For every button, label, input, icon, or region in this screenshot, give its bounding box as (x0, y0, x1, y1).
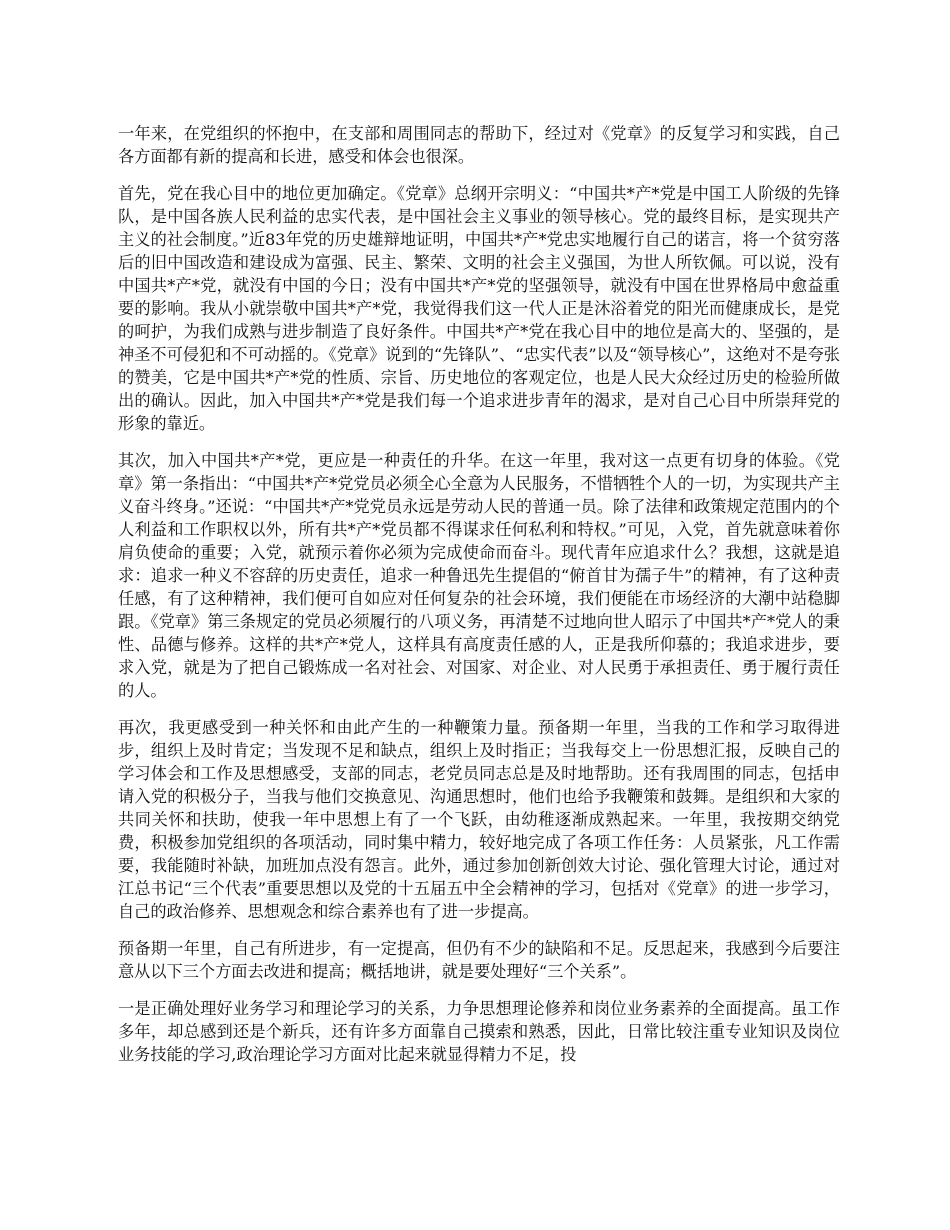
document-body (118, 122, 840, 1080)
paragraph-reflection: 预备期一年里，自己有所进步，有一定提高，但仍有不少的缺陷和不足。反思起来，我感到今后要注意从以下三个方面去改进和提高；概括地讲，就是要处理好“三个关系”。 (118, 939, 840, 981)
paragraph-second-point: 其次，加入中国共*产*党，更应是一种责任的升华。在这一年里，我对这一点更有切身的体验。《党章》第一条指出：“中国共*产*党党员必须全心全意为人民服务，不惜牺牲个人的一切，为实现共产主义奋斗终身。”还说：“中国共*产*党党员永远是劳动人民的普通一员。除了法律和政策规定范围内的个人利益和工作职权以外，所有共*产*党员都不得谋求任何私利和特权。”可见，入党，首先就意味着你肩负使命的重要；入党，就预示着你必须为完成使命而奋斗。现代青年应追求什么？我想，这就是追求：追求一种义不容辞的历史责任，追求一种鲁迅先生提倡的“俯首甘为孺子牛”的精神，有了这种责任感，有了这种精神，我们便可自如应对任何复杂的社会环境，我们便能在市场经济的大潮中站稳脚跟。《党章》第三条规定的党员必须履行的八项义务，再清楚不过地向世人昭示了中国共*产*党人的秉性、品德与修养。这样的共*产*党人，这样具有高度责任感的人，正是我所仰慕的；我追求进步，要求入党，就是为了把自己锻炼成一名对社会、对国家、对企业、对人民勇于承担责任、勇于履行责任的人。 (118, 451, 840, 700)
paragraph-third-point: 再次，我更感受到一种关怀和由此产生的一种鞭策力量。预备期一年里，当我的工作和学习取得进步，组织上及时肯定；当发现不足和缺点，组织上及时指正；当我每交上一份思想汇报，反映自己的学习体会和工作及思想感受，支部的同志，老党员同志总是及时地帮助。还有我周围的同志，包括申请入党的积极分子，当我与他们交换意见、沟通思想时，他们也给予我鞭策和鼓舞。是组织和大家的共同关怀和扶助，使我一年中思想上有了一个飞跃，由幼稚逐渐成熟起来。一年里，我按期交纳党费，积极参加党组织的各项活动，同时集中精力，较好地完成了各项工作任务：人员紧张，凡工作需要，我能随时补缺，加班加点没有怨言。此外，通过参加创新创效大讨论、强化管理大讨论，通过对江总书记“三个代表”重要思想以及党的十五届五中全会精神的学习，包括对《党章》的进一步学习，自己的政治修养、思想观念和综合素养也有了进一步提高。 (118, 718, 840, 921)
paragraph-first-point: 首先，党在我心目中的地位更加确定。《党章》总纲开宗明义：“中国共*产*党是中国工人阶级的先锋队，是中国各族人民利益的忠实代表，是中国社会主义事业的领导核心。党的最终目标，是实现共产主义的社会制度。”近83年党的历史雄辩地证明，中国共*产*党忠实地履行自己的诺言，将一个贫穷落后的旧中国改造和建设成为富强、民主、繁荣、文明的社会主义强国，为世人所钦佩。可以说，没有中国共*产*党，就没有中国的今日；没有中国共*产*党的坚强领导，就没有中国在世界格局中愈益重要的影响。我从小就崇敬中国共*产*党，我觉得我们这一代人正是沐浴着党的阳光而健康成长，是党的呵护，为我们成熟与进步制造了良好条件。中国共*产*党在我心目中的地位是高大的、坚强的，是神圣不可侵犯和不可动摇的。《党章》说到的“先锋队”、“忠实代表”以及“领导核心”，这绝对不是夸张的赞美，它是中国共*产*党的性质、宗旨、历史地位的客观定位，也是人民大众经过历史的检验所做出的确认。因此，加入中国共*产*党是我们每一个追求进步青年的渴求，是对自己心目中所崇拜党的形象的靠近。 (118, 184, 840, 433)
paragraph-improvement-one: 一是正确处理好业务学习和理论学习的关系，力争思想理论修养和岗位业务素养的全面提高。虽工作多年，却总感到还是个新兵，还有许多方面靠自己摸索和熟悉，因此，日常比较注重专业知识及岗位业务技能的学习,政治理论学习方面对比起来就显得精力不足，投 (118, 999, 840, 1064)
paragraph-intro: 一年来，在党组织的怀抱中，在支部和周围同志的帮助下，经过对《党章》的反复学习和实践，自己各方面都有新的提高和长进，感受和体会也很深。 (118, 124, 840, 166)
